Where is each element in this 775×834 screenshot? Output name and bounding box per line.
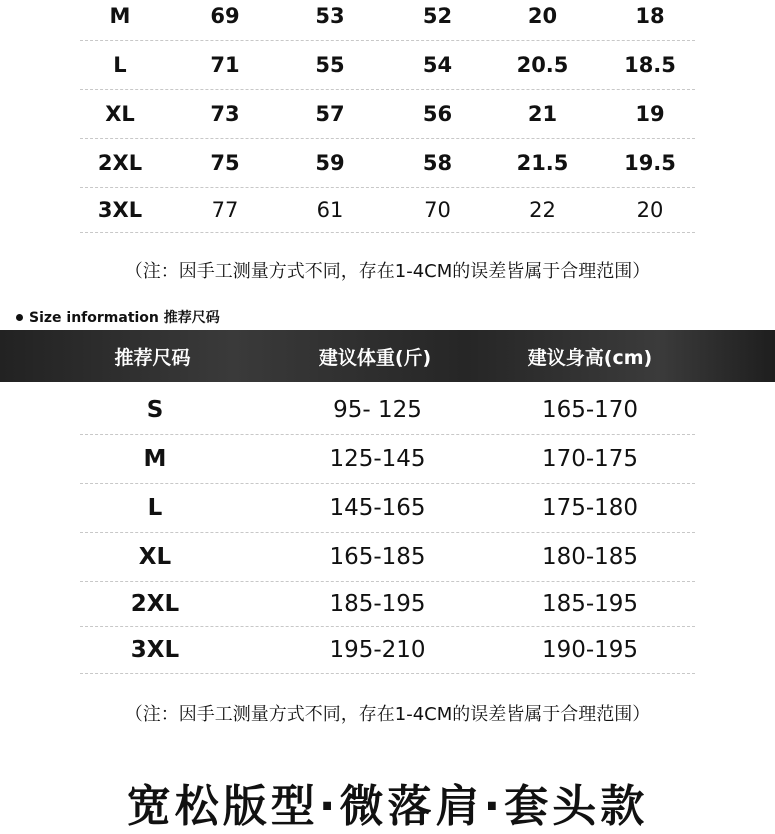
table-cell: 22 [529, 197, 556, 222]
table-cell: M [143, 445, 167, 472]
table-cell: 19.5 [624, 150, 676, 175]
table-cell: 180-185 [541, 543, 639, 570]
table-cell: 2XL [97, 150, 143, 175]
table-row [80, 581, 695, 627]
table-cell: 69 [210, 3, 240, 28]
table-cell: 61 [316, 197, 344, 222]
header-height: 建议身高(cm) [527, 346, 653, 369]
table-cell: XL [105, 101, 135, 126]
header-weight: 建议体重(斤) [318, 346, 432, 369]
table-cell: 21.5 [516, 150, 569, 175]
table-cell: 165-185 [329, 543, 426, 570]
table-cell: 175-180 [541, 494, 639, 521]
table-row [80, 627, 695, 674]
table-cell: S [146, 396, 164, 423]
table-cell: 20 [527, 3, 558, 28]
table-cell: 20 [636, 197, 664, 222]
table-row [80, 483, 695, 533]
table-row [80, 89, 695, 139]
table-cell: 2XL [130, 590, 180, 617]
table-row [80, 187, 695, 233]
table-cell: 52 [422, 3, 453, 28]
table-cell: 165-170 [541, 396, 639, 423]
table-cell: 71 [210, 52, 240, 77]
table-cell: 95- 125 [333, 396, 422, 423]
table-cell: M [109, 3, 131, 28]
table-cell: 185-195 [541, 590, 639, 617]
table-cell: 73 [210, 101, 240, 126]
table-cell: 75 [210, 150, 240, 175]
table-row [80, 532, 695, 582]
table-cell: 59 [315, 150, 345, 175]
table-cell: 3XL [130, 637, 180, 663]
table-cell: 190-195 [541, 637, 639, 663]
table-cell: 58 [422, 150, 453, 175]
table-cell: 20.5 [516, 52, 569, 77]
table-row [80, 40, 695, 90]
bullet-icon [16, 314, 23, 321]
table-cell: 54 [422, 52, 453, 77]
table-cell: 70 [424, 197, 451, 222]
table-cell: 53 [315, 3, 345, 28]
table-cell: 57 [315, 101, 345, 126]
table-row [80, 385, 695, 435]
recommend-table-header [0, 330, 775, 382]
table-cell: 77 [211, 197, 239, 222]
table-row [80, 0, 695, 41]
table-row [80, 434, 695, 484]
section-label [16, 307, 220, 327]
table-cell: 21 [527, 101, 558, 126]
table-cell: XL [138, 543, 172, 570]
table-cell: 18 [635, 3, 665, 28]
measurement-note: （注：因手工测量方式不同，存在1-4CM的误差皆属于合理范围） [124, 261, 651, 282]
table-cell: 125-145 [329, 445, 426, 472]
table-row [80, 138, 695, 188]
section-label-text: Size information 推荐尺码 [29, 310, 220, 326]
table-cell: 3XL [97, 197, 143, 222]
header-size: 推荐尺码 [114, 346, 191, 369]
recommend-note: （注：因手工测量方式不同，存在1-4CM的误差皆属于合理范围） [124, 704, 651, 725]
bottom-headline: 宽松版型·微落肩·套头款 [126, 781, 649, 832]
table-cell: 195-210 [329, 637, 426, 663]
table-cell: 55 [315, 52, 345, 77]
table-cell: 19 [635, 101, 665, 126]
table-cell: L [147, 494, 163, 521]
table-cell: 145-165 [329, 494, 426, 521]
table-cell: L [113, 52, 127, 77]
table-cell: 18.5 [624, 52, 676, 77]
table-cell: 170-175 [541, 445, 639, 472]
table-cell: 185-195 [329, 590, 426, 617]
table-cell: 56 [422, 101, 453, 126]
